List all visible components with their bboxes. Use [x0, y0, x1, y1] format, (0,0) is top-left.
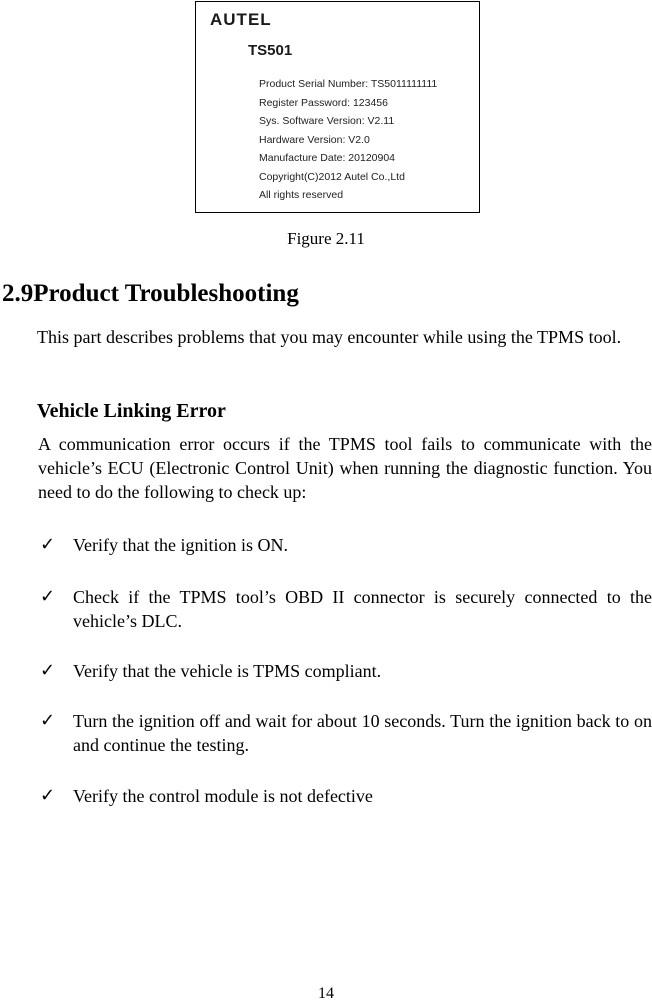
checklist-item [40, 533, 652, 557]
section-heading: 2.9Product Troubleshooting [2, 280, 299, 307]
checkmark-icon: ✓ [40, 534, 56, 555]
autel-logo: AUTEL [210, 10, 272, 29]
checklist-item-text: Verify the control module is not defective [73, 786, 373, 806]
subsection-body: A communication error occurs if the TPMS tool fails to communicate with the vehicle’s ECU (Electronic Control Unit) when running the diagnostic function. You need to do the following to check up: [38, 434, 652, 502]
checkmark-icon: ✓ [40, 660, 56, 681]
checklist-item [40, 709, 652, 757]
info-manufacture-date: Manufacture Date: 20120904 [259, 152, 396, 164]
figure-caption: Figure 2.11 [287, 229, 365, 248]
checklist-item [40, 659, 652, 683]
info-rights: All rights reserved [259, 189, 344, 201]
checklist-item-text: Verify that the vehicle is TPMS compliant. [73, 661, 382, 681]
device-info-list [259, 75, 437, 205]
info-hardware-version: Hardware Version: V2.0 [259, 133, 370, 146]
checklist-item [40, 784, 652, 808]
page-number: 14 [318, 985, 334, 1002]
info-software-version: Sys. Software Version: V2.11 [259, 115, 395, 127]
checkmark-icon: ✓ [40, 586, 56, 607]
info-register-password: Register Password: 123456 [259, 96, 388, 109]
checkmark-icon: ✓ [40, 710, 56, 731]
device-info-figure [195, 1, 480, 213]
model-name: TS501 [248, 42, 293, 59]
checklist-item-text: Turn the ignition off and wait for about 10 seconds. Turn the ignition back to on and continue the testing. [73, 711, 652, 755]
checkmark-icon: ✓ [40, 785, 56, 806]
subsection-heading: Vehicle Linking Error [37, 400, 226, 422]
info-serial-number: Product Serial Number: TS5011111111 [259, 78, 438, 90]
info-copyright: Copyright(C)2012 Autel Co.,Ltd [259, 170, 405, 183]
section-intro: This part describes problems that you may encounter while using the TPMS tool. [37, 327, 622, 347]
checklist-item-text: Check if the TPMS tool’s OBD II connector is securely connected to the vehicle’s DLC. [73, 587, 652, 631]
checklist-item-text: Verify that the ignition is ON. [73, 535, 288, 555]
checklist-item [40, 585, 652, 633]
